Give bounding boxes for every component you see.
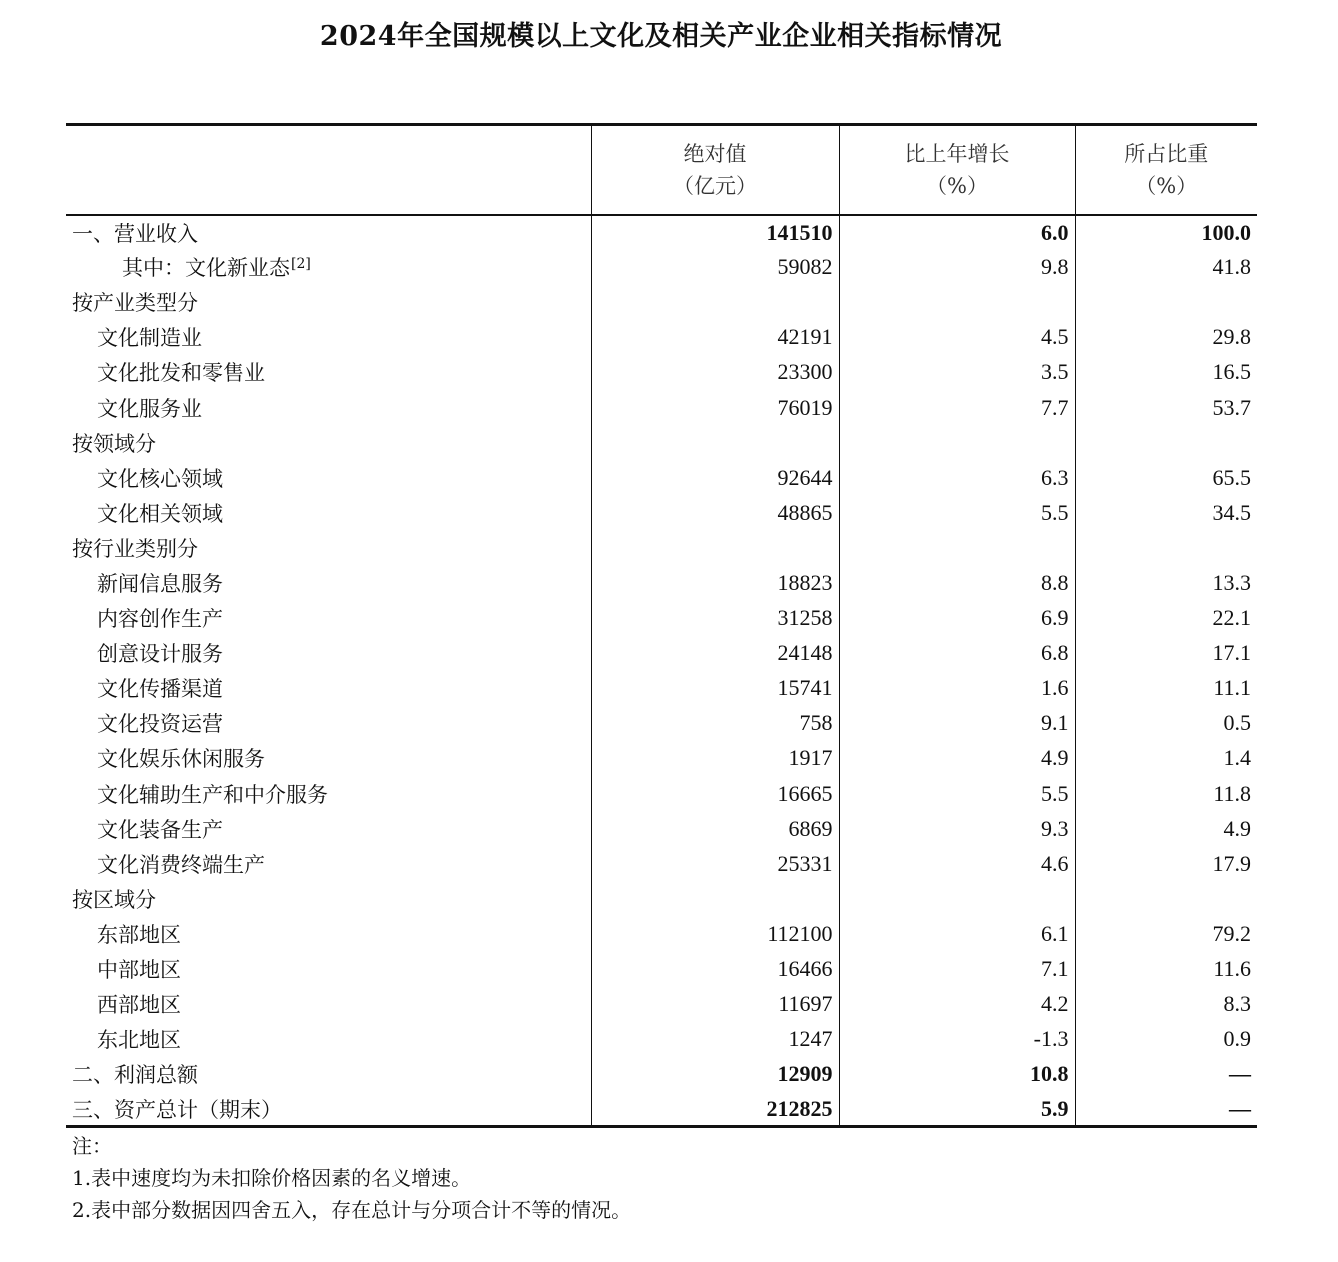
cell-absolute-value: 76019 — [591, 390, 839, 425]
row-label — [66, 1092, 591, 1127]
cell-share: 16.5 — [1075, 355, 1257, 390]
cell-absolute-value: 12909 — [591, 1057, 839, 1092]
table-row — [66, 1022, 1257, 1057]
cell-share — [1075, 881, 1257, 916]
row-label-text: 按产业类型分 — [72, 291, 198, 316]
cell-absolute-value: 112100 — [591, 916, 839, 951]
cell-growth: 7.7 — [839, 390, 1075, 425]
cell-share: 100.0 — [1075, 215, 1257, 250]
cell-absolute-value: 48865 — [591, 495, 839, 530]
note-1: 1.表中速度均为未扣除价格因素的名义增速。 — [72, 1166, 472, 1190]
cell-share: 17.9 — [1075, 846, 1257, 881]
cell-share: 11.1 — [1075, 671, 1257, 706]
row-label-text: 中部地区 — [97, 958, 181, 983]
row-label-text: 东部地区 — [97, 922, 181, 947]
cell-absolute-value: 758 — [591, 706, 839, 741]
cell-growth: 4.5 — [839, 320, 1075, 355]
cell-absolute-value — [591, 530, 839, 565]
table-row — [66, 495, 1257, 530]
cell-growth: 6.3 — [839, 460, 1075, 495]
row-label-text: 其中：文化新业态 — [122, 256, 290, 281]
row-label — [66, 951, 591, 986]
cell-growth — [839, 881, 1075, 916]
row-label-text: 文化批发和零售业 — [97, 361, 265, 386]
footnote-ref: [2] — [291, 256, 311, 273]
cell-share: 11.6 — [1075, 951, 1257, 986]
row-label — [66, 320, 591, 355]
table-row — [66, 320, 1257, 355]
row-label — [66, 881, 591, 916]
page-title: 2024年全国规模以上文化及相关产业企业相关指标情况 — [319, 21, 1003, 52]
table-row — [66, 987, 1257, 1022]
row-label — [66, 1022, 591, 1057]
cell-absolute-value — [591, 425, 839, 460]
note-2: 2.表中部分数据因四舍五入，存在总计与分项合计不等的情况。 — [72, 1198, 632, 1222]
cell-absolute-value: 59082 — [591, 250, 839, 285]
cell-share: 17.1 — [1075, 636, 1257, 671]
table-row — [66, 355, 1257, 390]
row-label — [66, 811, 591, 846]
cell-absolute-value: 1247 — [591, 1022, 839, 1057]
row-label — [66, 601, 591, 636]
header-growth-title: 比上年增长 — [904, 141, 1010, 166]
row-label — [66, 671, 591, 706]
table-row — [66, 846, 1257, 881]
row-label — [66, 250, 591, 285]
cell-absolute-value: 6869 — [591, 811, 839, 846]
table-row — [66, 1092, 1257, 1127]
row-label — [66, 1057, 591, 1092]
cell-share: 65.5 — [1075, 460, 1257, 495]
row-label — [66, 706, 591, 741]
cell-share: 13.3 — [1075, 565, 1257, 600]
notes — [72, 1130, 631, 1226]
cell-growth: 1.6 — [839, 671, 1075, 706]
cell-growth: 6.8 — [839, 636, 1075, 671]
row-label-text: 按区域分 — [72, 887, 156, 912]
row-label — [66, 530, 591, 565]
row-label-text: 按领域分 — [72, 431, 156, 456]
row-label — [66, 916, 591, 951]
cell-share: 79.2 — [1075, 916, 1257, 951]
cell-absolute-value: 18823 — [591, 565, 839, 600]
cell-share: 4.9 — [1075, 811, 1257, 846]
cell-share: 41.8 — [1075, 250, 1257, 285]
cell-share: 53.7 — [1075, 390, 1257, 425]
table-row — [66, 741, 1257, 776]
cell-growth — [839, 285, 1075, 320]
cell-absolute-value: 11697 — [591, 987, 839, 1022]
cell-absolute-value — [591, 881, 839, 916]
cell-absolute-value: 24148 — [591, 636, 839, 671]
row-label-text: 西部地区 — [97, 993, 181, 1018]
row-label — [66, 355, 591, 390]
indicator-table — [66, 123, 1257, 1128]
table-row — [66, 811, 1257, 846]
cell-absolute-value: 1917 — [591, 741, 839, 776]
row-label — [66, 846, 591, 881]
cell-growth: 5.5 — [839, 495, 1075, 530]
row-label — [66, 565, 591, 600]
cell-growth: 9.3 — [839, 811, 1075, 846]
table-row — [66, 916, 1257, 951]
header-absolute-value-unit: （亿元） — [673, 173, 757, 198]
header-share-title: 所占比重 — [1124, 141, 1209, 166]
cell-absolute-value: 23300 — [591, 355, 839, 390]
cell-growth: 4.9 — [839, 741, 1075, 776]
cell-absolute-value: 31258 — [591, 601, 839, 636]
cell-share: 0.9 — [1075, 1022, 1257, 1057]
cell-share: 11.8 — [1075, 776, 1257, 811]
table-row — [66, 636, 1257, 671]
cell-share: 29.8 — [1075, 320, 1257, 355]
header-growth — [839, 125, 1075, 215]
cell-growth: 6.9 — [839, 601, 1075, 636]
cell-absolute-value: 16466 — [591, 951, 839, 986]
table-row — [66, 425, 1257, 460]
notes-heading: 注： — [72, 1134, 112, 1158]
cell-share: — — [1075, 1057, 1257, 1092]
cell-share — [1075, 425, 1257, 460]
table-row — [66, 951, 1257, 986]
row-label-text: 文化核心领域 — [97, 466, 223, 491]
table-row — [66, 530, 1257, 565]
cell-absolute-value: 42191 — [591, 320, 839, 355]
table-row — [66, 881, 1257, 916]
cell-growth: 6.0 — [839, 215, 1075, 250]
table-row — [66, 460, 1257, 495]
row-label — [66, 636, 591, 671]
row-label-text: 一、营业收入 — [72, 221, 198, 246]
header-absolute-value — [591, 125, 839, 215]
cell-growth: 9.8 — [839, 250, 1075, 285]
row-label-text: 文化制造业 — [97, 326, 202, 351]
row-label-text: 文化服务业 — [97, 396, 202, 421]
cell-share: 0.5 — [1075, 706, 1257, 741]
cell-growth: 9.1 — [839, 706, 1075, 741]
cell-absolute-value: 92644 — [591, 460, 839, 495]
cell-growth: 3.5 — [839, 355, 1075, 390]
cell-share: 22.1 — [1075, 601, 1257, 636]
table-row — [66, 1057, 1257, 1092]
row-label-text: 按行业类别分 — [72, 536, 198, 561]
row-label — [66, 390, 591, 425]
cell-growth: 6.1 — [839, 916, 1075, 951]
table-row — [66, 671, 1257, 706]
cell-absolute-value: 25331 — [591, 846, 839, 881]
table-row — [66, 776, 1257, 811]
row-label-text: 内容创作生产 — [97, 607, 223, 632]
row-label-text: 文化娱乐休闲服务 — [97, 747, 265, 772]
table-row — [66, 601, 1257, 636]
row-label — [66, 776, 591, 811]
row-label-text: 文化投资运营 — [97, 712, 223, 737]
header-growth-unit: （%） — [926, 173, 988, 198]
header-share — [1075, 125, 1257, 215]
cell-absolute-value: 15741 — [591, 671, 839, 706]
row-label-text: 创意设计服务 — [97, 642, 223, 667]
row-label — [66, 425, 591, 460]
row-label-text: 文化装备生产 — [97, 817, 223, 842]
cell-growth: -1.3 — [839, 1022, 1075, 1057]
cell-share: 34.5 — [1075, 495, 1257, 530]
row-label-text: 三、资产总计（期末） — [72, 1097, 282, 1122]
row-label — [66, 215, 591, 250]
table-header-row — [66, 125, 1257, 215]
header-absolute-value-title: 绝对值 — [683, 141, 747, 166]
cell-share — [1075, 285, 1257, 320]
row-label — [66, 285, 591, 320]
cell-absolute-value: 212825 — [591, 1092, 839, 1127]
table-row — [66, 565, 1257, 600]
cell-growth: 8.8 — [839, 565, 1075, 600]
cell-growth: 7.1 — [839, 951, 1075, 986]
cell-growth: 5.9 — [839, 1092, 1075, 1127]
row-label — [66, 987, 591, 1022]
header-share-unit: （%） — [1135, 173, 1198, 198]
cell-share: 8.3 — [1075, 987, 1257, 1022]
row-label-text: 新闻信息服务 — [97, 571, 223, 596]
header-indicator — [66, 125, 591, 215]
table-row — [66, 390, 1257, 425]
row-label-text: 二、利润总额 — [72, 1063, 198, 1088]
cell-growth: 4.2 — [839, 987, 1075, 1022]
cell-absolute-value: 141510 — [591, 215, 839, 250]
table-row — [66, 706, 1257, 741]
table-row — [66, 215, 1257, 250]
cell-share — [1075, 530, 1257, 565]
row-label-text: 文化相关领域 — [97, 501, 223, 526]
row-label-text: 文化辅助生产和中介服务 — [97, 782, 328, 807]
table-row — [66, 285, 1257, 320]
row-label-text: 文化传播渠道 — [97, 677, 223, 702]
cell-share: — — [1075, 1092, 1257, 1127]
row-label — [66, 741, 591, 776]
cell-growth: 10.8 — [839, 1057, 1075, 1092]
row-label — [66, 460, 591, 495]
row-label-text: 东北地区 — [97, 1028, 181, 1053]
cell-growth — [839, 530, 1075, 565]
cell-share: 1.4 — [1075, 741, 1257, 776]
table-body — [66, 215, 1257, 1127]
row-label — [66, 495, 591, 530]
table-row — [66, 250, 1257, 285]
row-label-text: 文化消费终端生产 — [97, 852, 265, 877]
cell-growth: 5.5 — [839, 776, 1075, 811]
cell-growth: 4.6 — [839, 846, 1075, 881]
cell-absolute-value: 16665 — [591, 776, 839, 811]
cell-absolute-value — [591, 285, 839, 320]
cell-growth — [839, 425, 1075, 460]
